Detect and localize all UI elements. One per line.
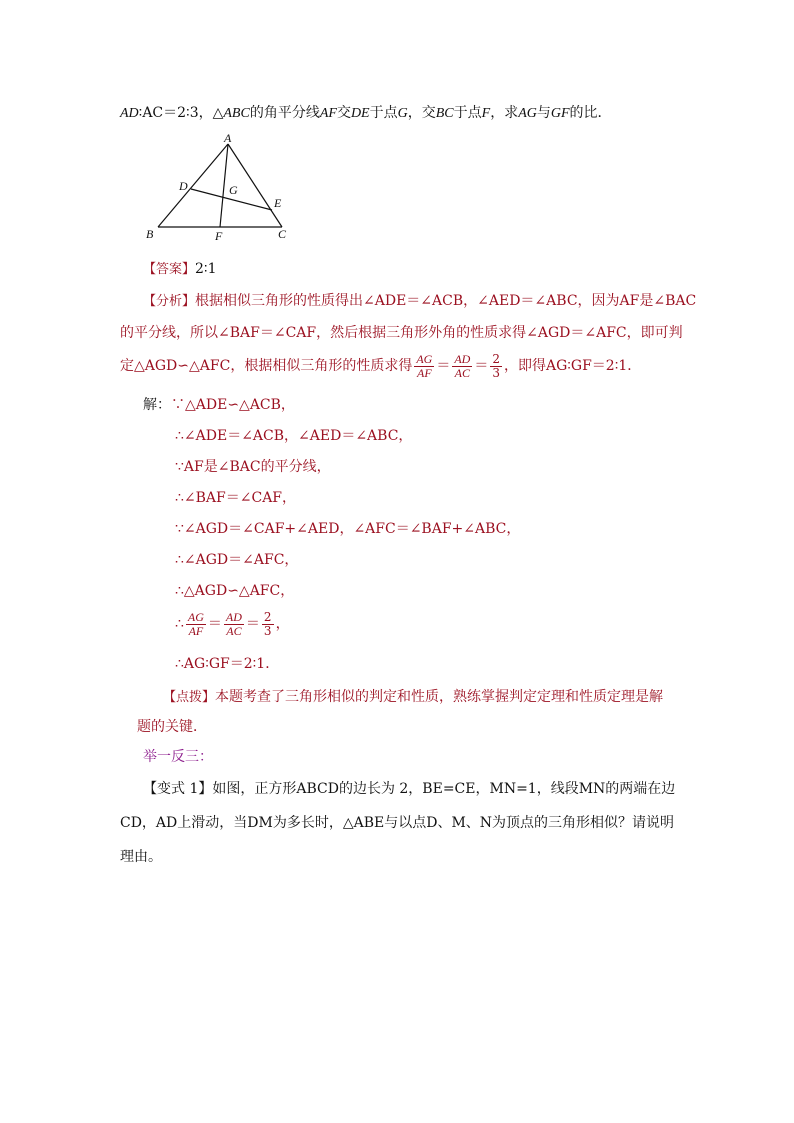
label-c: C	[278, 227, 287, 241]
solution-step-3: ∵AF是∠BAC的平分线，	[175, 459, 331, 475]
frac-den: 3	[263, 623, 272, 638]
segment-ad: AD	[120, 106, 139, 121]
answer-value: 2∶1	[195, 261, 217, 277]
tip-line-2: 题的关键．	[137, 719, 207, 735]
tip-line-1	[163, 688, 663, 707]
variant-line-1: 【变式 1】如图，正方形ABCD的边长为 2，BE=CE，MN=1，线段MN的两端在边	[143, 781, 676, 797]
point-g: G	[397, 106, 408, 121]
analysis-label: 【分析】	[143, 294, 196, 309]
segment-af-line	[220, 144, 228, 227]
point-f: F	[481, 106, 491, 121]
analysis-line-2	[120, 324, 683, 342]
fraction-ad-ac	[452, 353, 472, 380]
fraction-ad-ac	[224, 611, 244, 638]
solution-step-4: ∴∠BAF＝∠CAF，	[175, 490, 297, 506]
frac-num: 2	[263, 609, 272, 624]
equals: ＝	[245, 616, 260, 632]
frac-den: AC	[226, 623, 242, 638]
problem-text-7: 与	[536, 105, 551, 121]
label-b: B	[146, 227, 154, 241]
fraction-ag-af	[186, 611, 206, 638]
solution-step-9: ∴AG∶GF＝2∶1．	[175, 656, 280, 672]
analysis-text-4: ，即得AG∶GF＝2∶1．	[503, 358, 642, 374]
frac-num: AG	[416, 351, 433, 366]
problem-text-3: 于点	[369, 105, 398, 121]
fraction-ag-af	[414, 353, 434, 380]
analysis-line-1	[143, 292, 696, 311]
problem-statement	[120, 104, 612, 123]
frac-num: 2	[492, 351, 500, 366]
answer-line	[143, 260, 216, 279]
analysis-text-3: 定△AGD∽△AFC，根据相似三角形的性质求得	[120, 358, 413, 374]
triangle-figure	[140, 132, 300, 244]
solution-step-1: ∵△ADE∽△ACB，	[171, 397, 295, 413]
comma: ，	[275, 616, 290, 632]
frac-den: AF	[416, 365, 432, 380]
analysis-text-1: 根据相似三角形的性质得出∠ADE＝∠ACB，∠AED＝∠ABC，因为AF是∠BAC	[195, 293, 697, 309]
label-g: G	[229, 183, 238, 197]
side-ab	[158, 144, 228, 227]
segment-de: DE	[350, 106, 370, 121]
problem-text-1: 的角平分线	[249, 105, 320, 121]
solution-step-6: ∴∠AGD＝∠AFC，	[175, 552, 299, 568]
problem-text-6: ，求	[490, 105, 519, 121]
label-a: A	[224, 132, 232, 145]
solution-step-8	[175, 608, 290, 640]
equals: ＝	[474, 358, 489, 374]
segment-af: AF	[319, 106, 337, 121]
label-e: E	[274, 196, 282, 210]
ratio-text: ∶AC＝2∶3，△	[138, 105, 224, 121]
label-d: D	[179, 179, 188, 193]
segment-gf: GF	[550, 106, 570, 121]
equals: ＝	[436, 358, 451, 374]
variant-line-2: CD，AD上滑动，当DM为多长时，△ABE与以点D、M、N为顶点的三角形相似？请说明	[120, 815, 675, 831]
section-title: 举一反三：	[143, 749, 213, 765]
problem-text-5: 于点	[453, 105, 482, 121]
therefore-symbol: ∴	[175, 616, 184, 632]
frac-num: AD	[225, 609, 242, 624]
segment-bc: BC	[435, 106, 454, 121]
problem-text-8: 的比．	[569, 105, 612, 121]
problem-text-2: 交	[336, 105, 351, 121]
solution-label	[143, 396, 295, 414]
segment-ag: AG	[518, 106, 537, 121]
problem-text-4: ，交	[407, 105, 436, 121]
tip-label: 【点拨】	[163, 690, 216, 705]
analysis-text-2: 的平分线，所以∠BAF＝∠CAF，然后根据三角形外角的性质求得∠AGD＝∠AFC，即可判	[120, 325, 683, 341]
fraction-2-3	[490, 353, 502, 380]
answer-label: 【答案】	[143, 262, 196, 277]
frac-den: 3	[492, 365, 500, 380]
solution-step-2: ∴∠ADE＝∠ACB，∠AED＝∠ABC，	[175, 428, 413, 444]
frac-num: AD	[454, 351, 471, 366]
solution-step-7: ∴△AGD∽△AFC，	[175, 583, 295, 599]
equals: ＝	[207, 616, 222, 632]
solution-prefix: 解：	[143, 397, 171, 413]
frac-den: AC	[454, 365, 470, 380]
variant-line-3: 理由。	[120, 849, 162, 865]
triangle-abc: ABC	[223, 106, 250, 121]
frac-den: AF	[188, 623, 204, 638]
solution-step-5: ∵∠AGD＝∠CAF+∠AED，∠AFC＝∠BAF+∠ABC，	[175, 521, 521, 537]
fraction-2-3	[262, 611, 274, 638]
label-f: F	[215, 229, 223, 243]
tip-text-1: 本题考查了三角形相似的判定和性质，熟练掌握判定定理和性质定理是解	[215, 689, 664, 705]
analysis-line-3	[120, 350, 641, 382]
frac-num: AG	[187, 609, 204, 624]
